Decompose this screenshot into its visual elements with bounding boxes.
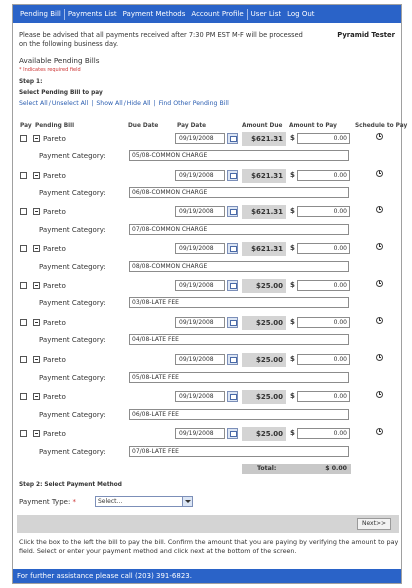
amount-due: $621.31 (242, 205, 286, 219)
required-note: * Indicates required field (19, 67, 81, 73)
category-label: Payment Category: (39, 336, 106, 344)
bill-row (13, 279, 403, 293)
category-label: Payment Category: (39, 152, 106, 160)
amount-due: $25.00 (242, 427, 286, 441)
category-row (13, 149, 403, 163)
currency-symbol: $ (290, 392, 295, 400)
col-due-date: Due Date (128, 123, 159, 129)
clock-icon[interactable] (376, 206, 383, 213)
calendar-icon[interactable] (227, 243, 238, 254)
pay-checkbox[interactable] (20, 356, 27, 363)
category-input[interactable]: 05/08-COMMON CHARGE (129, 150, 349, 161)
top-navigation (13, 5, 401, 23)
collapse-toggle-icon[interactable] (33, 430, 40, 437)
bill-name: Pareto (43, 318, 66, 327)
category-row (13, 445, 403, 459)
clock-icon[interactable] (376, 280, 383, 287)
calendar-icon[interactable] (227, 391, 238, 402)
pay-checkbox[interactable] (20, 319, 27, 326)
pay-checkbox[interactable] (20, 245, 27, 252)
amount-to-pay-input[interactable]: 0.00 (297, 428, 350, 439)
chevron-down-icon[interactable] (182, 497, 192, 506)
calendar-icon[interactable] (227, 170, 238, 181)
clock-icon[interactable] (376, 133, 383, 140)
find-other-bill-link[interactable]: Find Other Pending Bill (158, 100, 229, 107)
link-separator: | (89, 100, 96, 107)
col-pending-bill: Pending Bill (35, 123, 75, 129)
category-row (13, 186, 403, 200)
category-row (13, 408, 403, 422)
clock-icon[interactable] (376, 391, 383, 398)
nav-account-profile[interactable]: Account Profile (191, 10, 244, 18)
amount-to-pay-input[interactable]: 0.00 (297, 243, 350, 254)
pay-date-input[interactable]: 09/19/2008 (175, 317, 225, 328)
category-label: Payment Category: (39, 374, 106, 382)
pay-date-input[interactable]: 09/19/2008 (175, 280, 225, 291)
amount-to-pay-input[interactable]: 0.00 (297, 391, 350, 402)
category-label: Payment Category: (39, 189, 106, 197)
category-row (13, 333, 403, 347)
next-button[interactable]: Next>> (357, 518, 391, 530)
pay-checkbox[interactable] (20, 208, 27, 215)
category-input[interactable]: 06/08-COMMON CHARGE (129, 187, 349, 198)
step2-label: Step 2: Select Payment Method (19, 482, 122, 488)
bill-row (13, 132, 403, 146)
pay-date-input[interactable]: 09/19/2008 (175, 354, 225, 365)
collapse-toggle-icon[interactable] (33, 282, 40, 289)
nav-user-list[interactable]: User List (250, 10, 282, 18)
bill-row (13, 242, 403, 256)
notice-row (13, 23, 401, 49)
currency-symbol: $ (290, 355, 295, 363)
collapse-toggle-icon[interactable] (33, 356, 40, 363)
category-input[interactable]: 04/08-LATE FEE (129, 334, 349, 345)
unselect-all-link[interactable]: Unselect All (51, 100, 89, 107)
section-title: Available Pending Bills (19, 56, 100, 65)
amount-due: $621.31 (242, 242, 286, 256)
select-all-link[interactable]: Select All (19, 100, 48, 107)
currency-symbol: $ (290, 429, 295, 437)
payment-type-value: Select... (98, 498, 123, 505)
required-marker: * (72, 498, 77, 506)
pay-checkbox[interactable] (20, 430, 27, 437)
app-frame (12, 4, 408, 584)
amount-to-pay-input[interactable]: 0.00 (297, 206, 350, 217)
currency-symbol: $ (290, 244, 295, 252)
collapse-toggle-icon[interactable] (33, 245, 40, 252)
show-all-link[interactable]: Show All (96, 100, 123, 107)
pay-date-input[interactable]: 09/19/2008 (175, 428, 225, 439)
bill-name: Pareto (43, 429, 66, 438)
calendar-icon[interactable] (227, 206, 238, 217)
amount-due: $25.00 (242, 353, 286, 367)
category-row (13, 371, 403, 385)
nav-pending-bill[interactable]: Pending Bill (20, 10, 61, 18)
pay-checkbox[interactable] (20, 172, 27, 179)
pay-date-input[interactable]: 09/19/2008 (175, 206, 225, 217)
category-label: Payment Category: (39, 411, 106, 419)
amount-due: $25.00 (242, 316, 286, 330)
category-input[interactable]: 07/08-COMMON CHARGE (129, 224, 349, 235)
bill-name: Pareto (43, 392, 66, 401)
category-input[interactable]: 03/08-LATE FEE (129, 297, 349, 308)
col-amount-due: Amount Due (242, 123, 283, 129)
clock-icon[interactable] (376, 243, 383, 250)
calendar-icon[interactable] (227, 280, 238, 291)
clock-icon[interactable] (376, 317, 383, 324)
category-input[interactable]: 06/08-LATE FEE (129, 409, 349, 420)
col-pay: Pay (20, 123, 32, 129)
calendar-icon[interactable] (227, 317, 238, 328)
payment-type-label-text: Payment Type: (19, 498, 71, 506)
bill-row (13, 169, 403, 183)
user-name: Pyramid Tester (337, 31, 395, 39)
amount-to-pay-input[interactable]: 0.00 (297, 170, 350, 181)
bill-row (13, 427, 403, 441)
hide-all-link[interactable]: Hide All (126, 100, 151, 107)
category-input[interactable]: 08/08-COMMON CHARGE (129, 261, 349, 272)
calendar-icon[interactable] (227, 354, 238, 365)
col-pay-date: Pay Date (177, 123, 207, 129)
bill-name: Pareto (43, 355, 66, 364)
step1-label: Step 1: (19, 79, 43, 85)
pay-checkbox[interactable] (20, 282, 27, 289)
collapse-toggle-icon[interactable] (33, 319, 40, 326)
bill-name: Pareto (43, 134, 66, 143)
amount-due: $621.31 (242, 132, 286, 146)
link-separator: / (48, 100, 51, 107)
instructions-text: Click the box to the left the bill to pay the bill. Confirm the amount that you are paying by verifying the amount to pay field. Select or enter your payment method and click next at the bottom of the screen. (19, 538, 399, 555)
bill-name: Pareto (43, 281, 66, 290)
currency-symbol: $ (290, 207, 295, 215)
pay-checkbox[interactable] (20, 135, 27, 142)
amount-to-pay-input[interactable]: 0.00 (297, 317, 350, 328)
pay-date-input[interactable]: 09/19/2008 (175, 133, 225, 144)
amount-due: $25.00 (242, 390, 286, 404)
col-schedule: Schedule to Pay (355, 123, 408, 129)
table-header (13, 123, 408, 131)
category-label: Payment Category: (39, 448, 106, 456)
currency-symbol: $ (290, 171, 295, 179)
amount-to-pay-input[interactable]: 0.00 (297, 280, 350, 291)
payment-type-label (19, 498, 76, 506)
processing-notice: Please be advised that all payments received after 7:30 PM EST M-F will be processed on the following business day. (19, 31, 303, 48)
bill-row (13, 316, 403, 330)
total-label: Total: (257, 465, 277, 472)
category-row (13, 260, 403, 274)
bill-name: Pareto (43, 171, 66, 180)
bill-name: Pareto (43, 244, 66, 253)
amount-to-pay-input[interactable]: 0.00 (297, 133, 350, 144)
amount-to-pay-input[interactable]: 0.00 (297, 354, 350, 365)
action-bar (17, 515, 399, 533)
nav-payment-methods[interactable]: Payment Methods (122, 10, 186, 18)
pay-date-input[interactable]: 09/19/2008 (175, 170, 225, 181)
nav-log-out[interactable]: Log Out (287, 10, 315, 18)
nav-payments-list[interactable]: Payments List (67, 10, 117, 18)
support-footer: For further assistance please call (203) 391-6823. (13, 569, 401, 583)
clock-icon[interactable] (376, 170, 383, 177)
pay-checkbox[interactable] (20, 393, 27, 400)
bill-row (13, 205, 403, 219)
bill-links (13, 96, 401, 107)
currency-symbol: $ (290, 318, 295, 326)
col-amount-to-pay: Amount to Pay (289, 123, 337, 129)
bill-name: Pareto (43, 207, 66, 216)
collapse-toggle-icon[interactable] (33, 208, 40, 215)
amount-due: $621.31 (242, 169, 286, 183)
category-label: Payment Category: (39, 299, 106, 307)
total-row (242, 464, 351, 474)
link-separator: / (123, 100, 126, 107)
calendar-icon[interactable] (227, 428, 238, 439)
currency-symbol: $ (290, 134, 295, 142)
category-label: Payment Category: (39, 226, 106, 234)
category-row (13, 296, 403, 310)
step1-title: Select Pending Bill to pay (19, 90, 103, 96)
bill-row (13, 390, 403, 404)
bill-row (13, 353, 403, 367)
collapse-toggle-icon[interactable] (33, 393, 40, 400)
amount-due: $25.00 (242, 279, 286, 293)
collapse-toggle-icon[interactable] (33, 135, 40, 142)
link-separator: | (151, 100, 158, 107)
category-input[interactable]: 07/08-LATE FEE (129, 446, 349, 457)
clock-icon[interactable] (376, 354, 383, 361)
category-input[interactable]: 05/08-LATE FEE (129, 372, 349, 383)
pay-date-input[interactable]: 09/19/2008 (175, 391, 225, 402)
total-value: $ 0.00 (325, 465, 347, 472)
category-label: Payment Category: (39, 263, 106, 271)
pay-date-input[interactable]: 09/19/2008 (175, 243, 225, 254)
clock-icon[interactable] (376, 428, 383, 435)
calendar-icon[interactable] (227, 133, 238, 144)
collapse-toggle-icon[interactable] (33, 172, 40, 179)
category-row (13, 223, 403, 237)
currency-symbol: $ (290, 281, 295, 289)
payment-type-select[interactable] (95, 496, 193, 507)
